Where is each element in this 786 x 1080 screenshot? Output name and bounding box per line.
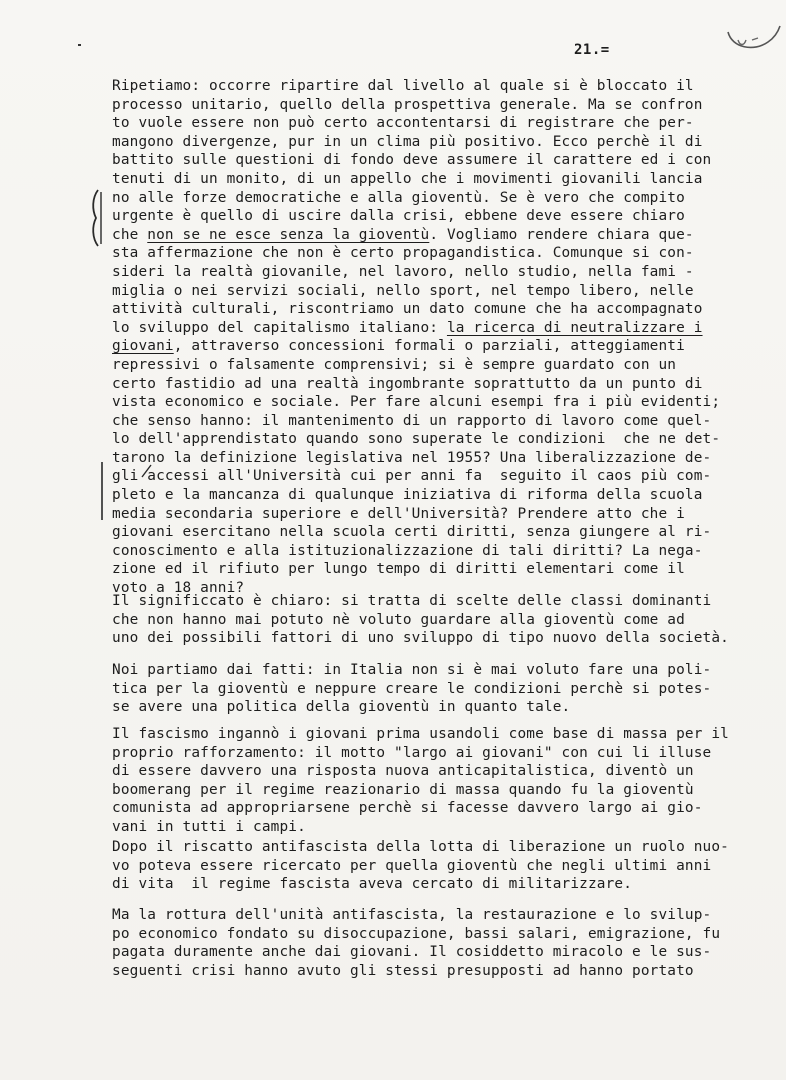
text-line: comunista ad appropriarsene perchè si facesse davvero largo ai gio- <box>112 800 703 817</box>
page-number: 21.= <box>574 42 610 58</box>
text-line: se avere una politica della gioventù in quanto tale. <box>112 699 571 716</box>
text-line: mangono divergenze, pur in un clima più positivo. Ecco perchè il di <box>112 133 703 150</box>
text-line: certo fastidio ad una realtà ingombrante soprattutto da un punto di <box>112 375 703 392</box>
text-line: gli accessi all'Università cui per anni fa seguito il caos più com- <box>112 468 712 485</box>
text-line: giovani esercitano nella scuola certi diritti, senza giungere al ri- <box>112 524 712 541</box>
text-line: Il significcato è chiaro: si tratta di scelte delle classi dominanti <box>112 593 712 609</box>
paragraph <box>112 906 762 980</box>
text-line: tarono la definizione legislativa nel 1955? Una liberalizzazione de- <box>112 449 712 466</box>
text-line: Noi partiamo dai fatti: in Italia non si è mai voluto fare una poli- <box>112 662 712 678</box>
text-line: urgente è quello di uscire dalla crisi, ebbene deve essere chiaro <box>112 208 685 225</box>
text-line: lo sviluppo del capitalismo italiano: la ricerca di neutralizzare i <box>112 319 703 336</box>
text-line: di essere davvero una risposta nuova anticapitalistica, diventò un <box>112 763 694 780</box>
text-line: processo unitario, quello della prospettiva generale. Ma se confron <box>112 96 703 113</box>
text-line: voto a 18 anni? <box>112 580 245 597</box>
text-line: zione ed il rifiuto per lungo tempo di diritti elementari come il <box>112 561 685 578</box>
text-line: pagata duramente anche dai giovani. Il cosiddetto miracolo e le sus- <box>112 944 712 961</box>
text-line: conoscimento e alla istituzionalizzazione di tali diritti? La nega- <box>112 542 703 559</box>
text-line: boomerang per il regime reazionario di massa quando fu la gioventù <box>112 781 694 798</box>
paragraph <box>112 77 762 598</box>
text-line: sideri la realtà giovanile, nel lavoro, nello studio, nella fami - <box>112 263 694 280</box>
paragraph <box>112 661 762 717</box>
margin-bracket-mark <box>88 188 104 248</box>
text-line: lo dell'apprendistato quando sono superate le condizioni che ne det- <box>112 431 721 448</box>
text-line: che non hanno mai potuto nè voluto guardare alla gioventù come ad <box>112 611 685 628</box>
text-line: repressivi o falsamente comprensivi; si è sempre guardato con un <box>112 356 677 373</box>
text-line: seguenti crisi hanno avuto gli stessi presupposti ad hanno portato <box>112 962 694 979</box>
text-line: giovani, attraverso concessioni formali o parziali, atteggiamenti <box>112 338 685 355</box>
paragraph <box>112 592 762 648</box>
text-line: Ripetiamo: occorre ripartire dal livello al quale si è bloccato il <box>112 78 694 94</box>
text-line: sta affermazione che non è certo propagandistica. Comunque si con- <box>112 245 694 262</box>
text-line: di vita il regime fascista aveva cercato di militarizzare. <box>112 876 633 893</box>
text-line: Il fascismo ingannò i giovani prima usandoli come base di massa per il <box>112 726 729 742</box>
text-line: tenuti di un monito, di un appello che i movimenti giovanili lancia <box>112 170 703 187</box>
text-line: media secondaria superiore e dell'Università? Prendere atto che i <box>112 505 685 522</box>
corner-stamp-mark-icon <box>724 18 786 58</box>
margin-line-mark <box>96 460 108 522</box>
ink-speck <box>78 44 81 46</box>
text-line: proprio rafforzamento: il motto "largo ai giovani" con cui li illuse <box>112 744 712 761</box>
text-line: to vuole essere non può certo accontentarsi di registrare che per- <box>112 115 694 132</box>
text-line: uno dei possibili fattori di uno sviluppo di tipo nuovo della società. <box>112 630 729 647</box>
insertion-slash-mark <box>139 463 153 479</box>
text-line: po economico fondato su disoccupazione, bassi salari, emigrazione, fu <box>112 925 721 942</box>
text-line: attività culturali, riscontriamo un dato comune che ha accompagnato <box>112 301 703 318</box>
text-line: tica per la gioventù e neppure creare le condizioni perchè si potes- <box>112 680 712 697</box>
text-line: no alle forze democratiche e alla gioventù. Se è vero che compito <box>112 189 685 206</box>
text-line: Ma la rottura dell'unità antifascista, la restaurazione e lo svilup- <box>112 907 712 923</box>
paragraph <box>112 838 762 894</box>
text-line: miglia o nei servizi sociali, nello sport, nel tempo libero, nelle <box>112 282 694 299</box>
text-line: vo poteva essere ricercato per quella gioventù che negli ultimi anni <box>112 857 712 874</box>
underlined-phrase: non se ne esce senza la gioventù <box>147 226 430 243</box>
text-line: vani in tutti i campi. <box>112 818 306 835</box>
text-line: battito sulle questioni di fondo deve assumere il carattere ed i con <box>112 152 712 169</box>
text-line: che senso hanno: il mantenimento di un rapporto di lavoro come quel- <box>112 412 712 429</box>
paragraph <box>112 725 762 837</box>
underlined-phrase: la ricerca di neutralizzare i <box>446 319 703 336</box>
text-line: Dopo il riscatto antifascista della lotta di liberazione un ruolo nuo- <box>112 839 729 855</box>
text-line: che non se ne esce senza la gioventù. Vogliamo rendere chiara que- <box>112 226 694 243</box>
text-line: pleto e la mancanza di qualunque iniziativa di riforma della scuola <box>112 487 703 504</box>
text-line: vista economico e sociale. Per fare alcuni esempi fra i più evidenti; <box>112 394 721 411</box>
underlined-phrase: giovani <box>112 338 174 355</box>
